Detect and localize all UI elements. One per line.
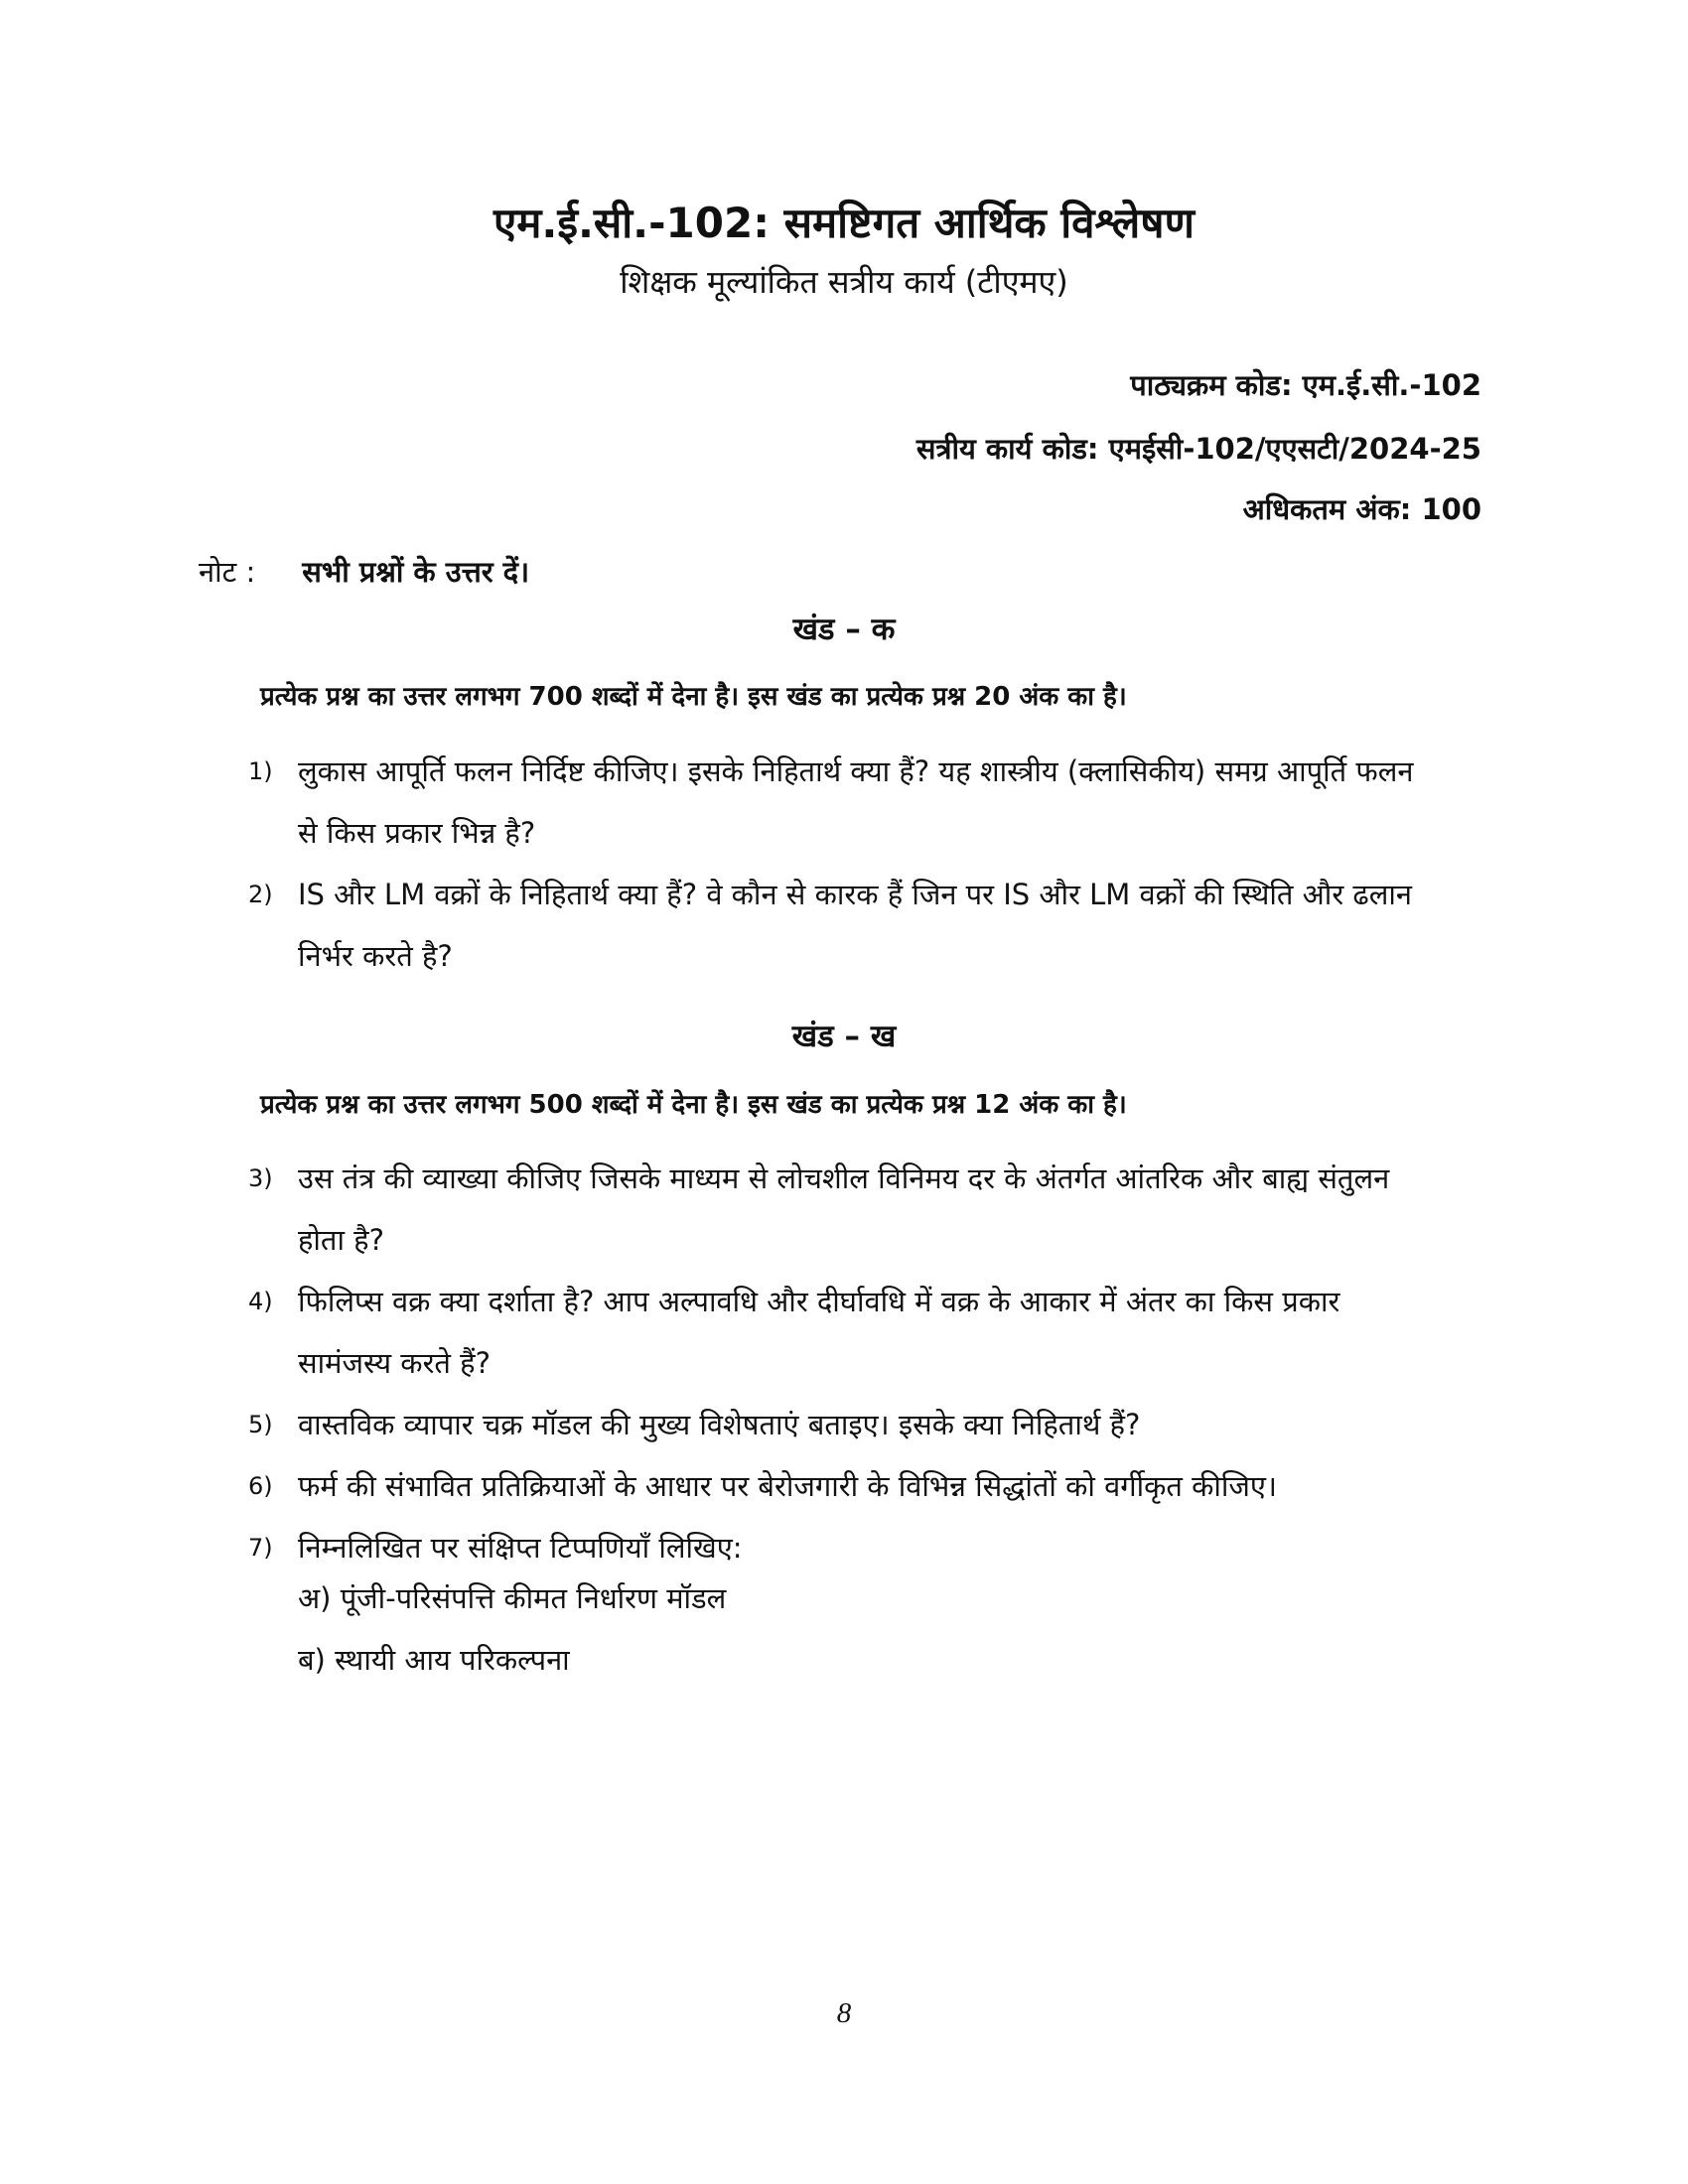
question-number: 2)	[248, 881, 273, 908]
question-7-subitem-b: ब) स्थायी आय परिकल्पना	[298, 1643, 570, 1677]
question-number: 1)	[248, 757, 273, 785]
note	[199, 552, 529, 591]
question-text: लुकास आपूर्ति फलन निर्दिष्ट कीजिए। इसके निहितार्थ क्या हैं? यह शास्त्रीय (क्लासिकीय) समग्र आपूर्ति फलन से किस प्रकार भिन्न है?	[298, 754, 1414, 850]
note-label: नोट :	[199, 555, 256, 589]
section-b-heading: खंड – ख	[791, 1019, 897, 1054]
document-subtitle: शिक्षक मूल्यांकित सत्रीय कार्य (टीएमए)	[620, 263, 1068, 301]
note-text: सभी प्रश्नों के उत्तर दें।	[302, 555, 530, 589]
question-7-subitem-a: अ) पूंजी-परिसंपत्ति कीमत निर्धारण मॉडल	[298, 1581, 727, 1615]
question-3	[248, 1148, 1489, 1271]
question-number: 5)	[248, 1411, 273, 1438]
section-a-heading: खंड – क	[792, 612, 896, 647]
section-b-instruction: प्रत्येक प्रश्न का उत्तर लगभग 500 शब्दों में देना है। इस खंड का प्रत्येक प्रश्न 12 अंक का है।	[260, 1090, 1127, 1120]
question-text: वास्तविक व्यापार चक्र मॉडल की मुख्य विशेषताएं बताइए। इसके क्या निहितार्थ हैं?	[298, 1408, 1141, 1441]
question-number: 3)	[248, 1164, 273, 1192]
page-number: 8	[836, 1997, 852, 2029]
course-code: पाठ्यक्रम कोड: एम.ई.सी.-102	[1130, 368, 1481, 402]
question-text: उस तंत्र की व्याख्या कीजिए जिसके माध्यम से लोचशील विनिमय दर के अंतर्गत आंतरिक और बाह्य संतुलन होता है?	[298, 1161, 1390, 1257]
question-7	[248, 1517, 1489, 1578]
question-6	[248, 1455, 1489, 1517]
max-marks: अधिकतम अंक: 100	[1242, 492, 1481, 526]
question-number: 6)	[248, 1472, 273, 1500]
question-text: निम्नलिखित पर संक्षिप्त टिप्पणियाँ लिखिए:	[298, 1531, 743, 1565]
section-a-instruction: प्रत्येक प्रश्न का उत्तर लगभग 700 शब्दों में देना है। इस खंड का प्रत्येक प्रश्न 20 अंक का है।	[260, 682, 1127, 712]
question-text: फर्म की संभावित प्रतिक्रियाओं के आधार पर बेरोजगारी के विभिन्न सिद्धांतों को वर्गीकृत कीजिए।	[298, 1469, 1277, 1503]
assignment-code: सत्रीय कार्य कोड: एमईसी-102/एएसटी/2024-25	[915, 432, 1481, 466]
question-number: 4)	[248, 1288, 273, 1315]
question-5	[248, 1394, 1489, 1455]
question-text: फिलिप्स वक्र क्या दर्शाता है? आप अल्पावधि और दीर्घावधि में वक्र के आकार में अंतर का किस प्रकार सामंजस्य करते हैं?	[298, 1285, 1340, 1380]
question-4	[248, 1271, 1489, 1394]
question-number: 7)	[248, 1534, 273, 1562]
document-title: एम.ई.सी.-102: समष्टिगत आर्थिक विश्लेषण	[493, 199, 1195, 247]
question-2	[248, 864, 1489, 987]
question-text: IS और LM वक्रों के निहितार्थ क्या हैं? वे कौन से कारक हैं जिन पर IS और LM वक्रों की स्थिति और ढलान निर्भर करते है?	[298, 878, 1413, 973]
question-1	[248, 741, 1489, 864]
